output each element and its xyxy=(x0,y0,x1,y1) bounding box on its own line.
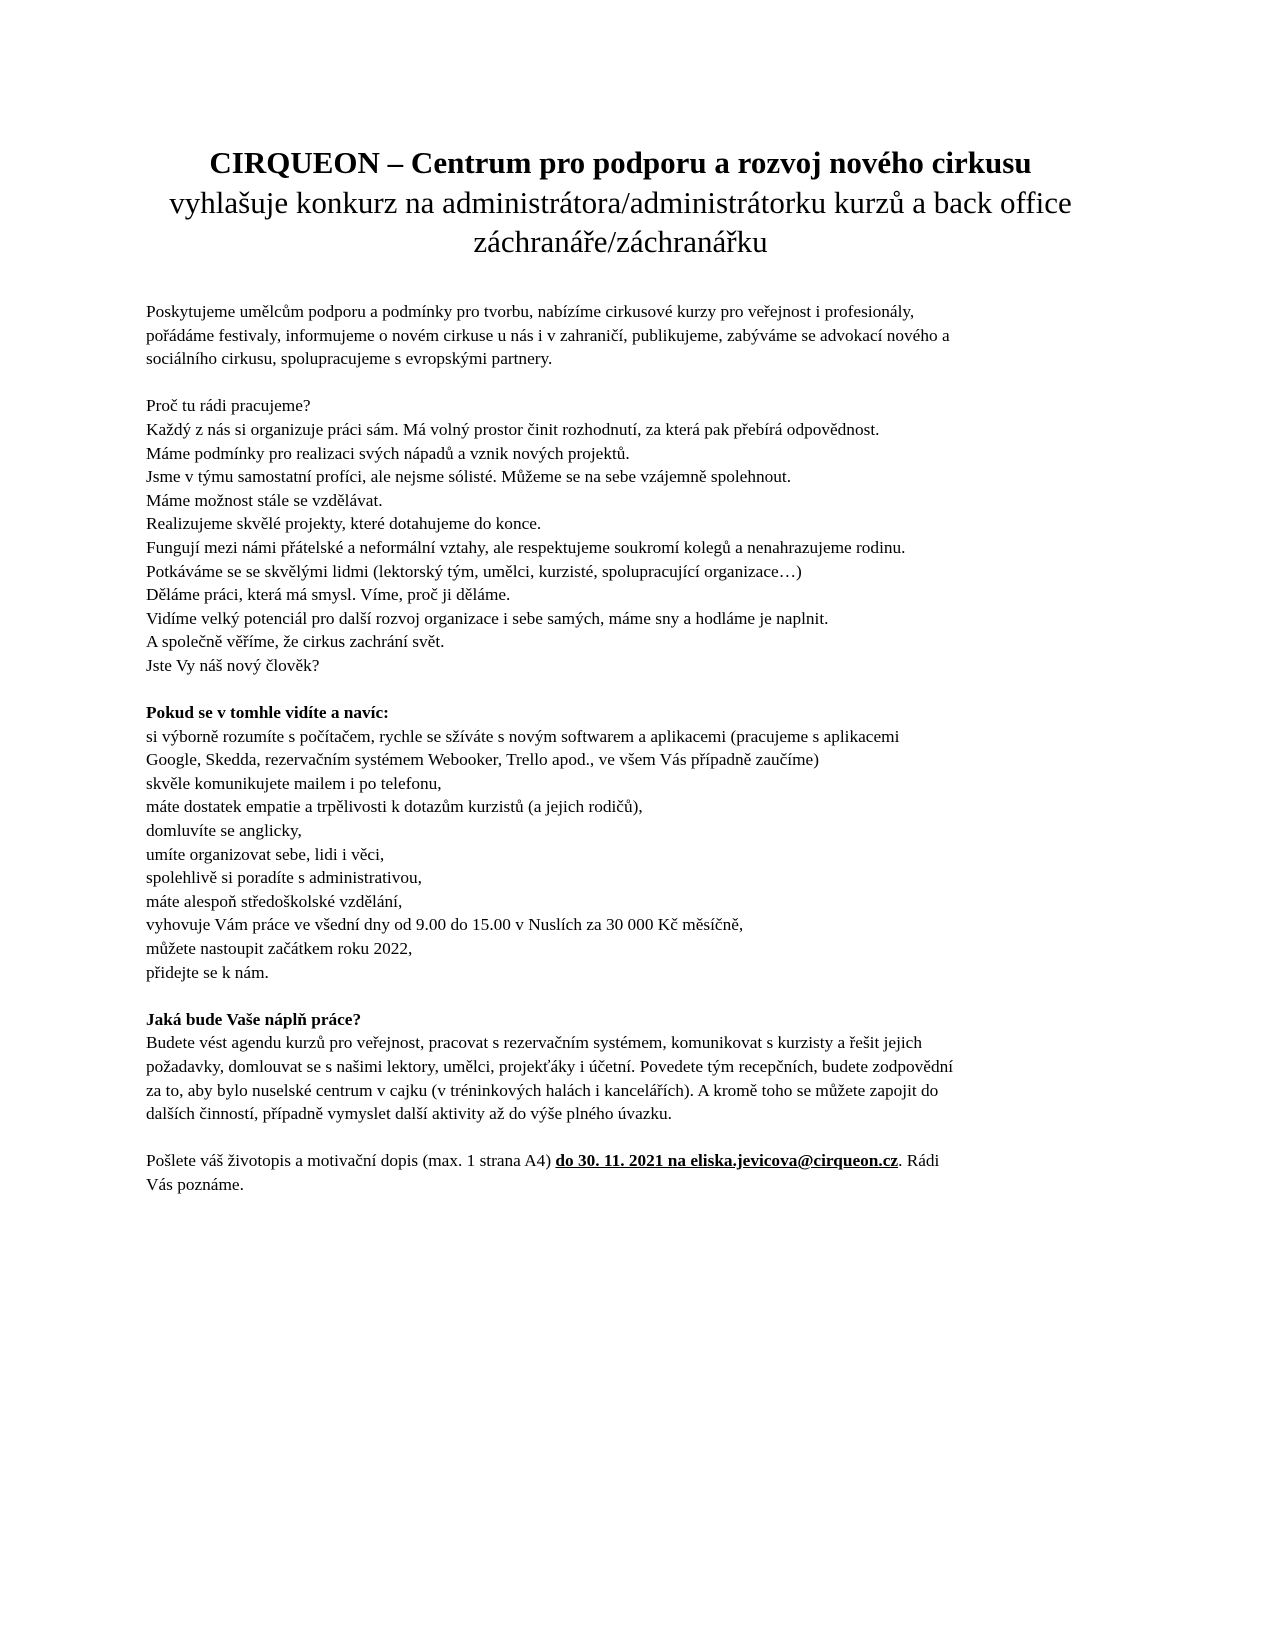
requirements-line: máte alespoň středoškolské vzdělání, xyxy=(146,891,403,911)
document-body xyxy=(146,300,1095,1197)
why-line: Vidíme velký potenciál pro další rozvoj organizace i sebe samých, máme sny a hodláme je naplnit. xyxy=(146,608,829,628)
requirements-line: si výborně rozumíte s počítačem, rychle se sžíváte s novým softwarem a aplikacemi (pracujeme s aplikacemi xyxy=(146,726,900,746)
cta-paragraph xyxy=(146,1149,1095,1196)
requirements-line: můžete nastoupit začátkem roku 2022, xyxy=(146,939,413,959)
page-subtitle-line-1: vyhlašuje konkurz na administrátora/administrátorku kurzů a back office xyxy=(169,185,1072,220)
why-line: Fungují mezi námi přátelské a neformální vztahy, ale respektujeme soukromí kolegů a nenahrazujeme rodinu. xyxy=(146,537,906,557)
requirements-line: přidejte se k nám. xyxy=(146,962,269,982)
why-line: Máme podmínky pro realizaci svých nápadů a vznik nových projektů. xyxy=(146,443,630,463)
requirements-line: skvěle komunikujete mailem i po telefonu, xyxy=(146,773,442,793)
duties-line: za to, aby bylo nuselské centrum v cajku (v tréninkových halách i kancelářích). A kromě toho se můžete zapojit do xyxy=(146,1080,939,1100)
why-line: Potkáváme se se skvělými lidmi (lektorský tým, umělci, kurzisté, spolupracující organizace…) xyxy=(146,561,802,581)
page-subtitle-line-2: záchranáře/záchranářku xyxy=(473,224,768,259)
why-line: Realizujeme skvělé projekty, které dotahujeme do konce. xyxy=(146,514,542,534)
duties-line: dalších činností, případně vymyslet další aktivity až do výše plného úvazku. xyxy=(146,1104,673,1124)
why-line: Děláme práci, která má smysl. Víme, proč ji děláme. xyxy=(146,585,511,605)
duties-line: požadavky, domlouvat se s našimi lektory, umělci, projekťáky i účetní. Povedete tým recepčních, budete zodpovědní xyxy=(146,1057,954,1076)
requirements-line: domluvíte se anglicky, xyxy=(146,821,302,841)
why-line: A společně věříme, že cirkus zachrání svět. xyxy=(146,632,445,652)
intro-line: pořádáme festivaly, informujeme o novém cirkuse u nás i v zahraničí, publikujeme, zabýváme se advokací nového a xyxy=(146,325,950,345)
page-title: CIRQUEON – Centrum pro podporu a rozvoj nového cirkusu xyxy=(209,145,1032,180)
duties-line: Budete vést agendu kurzů pro veřejnost, pracovat s rezervačním systémem, komunikovat s kurzisty a řešit jejich xyxy=(146,1033,922,1053)
requirements-line: máte dostatek empatie a trpělivosti k dotazům kurzistů (a jejich rodičů), xyxy=(146,797,643,817)
intro-paragraph xyxy=(146,300,1095,371)
requirements-line: spolehlivě si poradíte s administrativou, xyxy=(146,868,422,888)
cta-line-1 xyxy=(146,1149,1095,1173)
why-heading: Proč tu rádi pracujeme? xyxy=(146,396,311,416)
why-line: Máme možnost stále se vzdělávat. xyxy=(146,490,383,510)
why-line: Jste Vy náš nový člověk? xyxy=(146,655,320,675)
why-line: Každý z nás si organizuje práci sám. Má volný prostor činit rozhodnutí, za která pak přebírá odpovědnost. xyxy=(146,419,880,439)
deadline-email-link[interactable]: do 30. 11. 2021 na eliska.jevicova@cirqueon.cz xyxy=(555,1151,899,1171)
cta-text-after: . Rádi xyxy=(898,1151,940,1171)
cta-text-before: Pošlete váš životopis a motivační dopis (max. 1 strana A4) xyxy=(146,1151,556,1171)
intro-line: sociálního cirkusu, spolupracujeme s evropskými partnery. xyxy=(146,349,553,369)
requirements-line: vyhovuje Vám práce ve všední dny od 9.00 do 15.00 v Nuslích za 30 000 Kč měsíčně, xyxy=(146,915,744,935)
requirements-section xyxy=(146,701,1095,984)
duties-section xyxy=(146,1008,1095,1126)
requirements-line: umíte organizovat sebe, lidi i věci, xyxy=(146,844,385,864)
intro-line: Poskytujeme umělcům podporu a podmínky pro tvorbu, nabízíme cirkusové kurzy pro veřejnost i profesionály, xyxy=(146,302,915,321)
duties-heading: Jaká bude Vaše náplň práce? xyxy=(146,1009,362,1029)
why-line: Jsme v týmu samostatní profíci, ale nejsme sólisté. Můžeme se na sebe vzájemně spolehnout. xyxy=(146,467,792,487)
requirements-heading: Pokud se v tomhle vidíte a navíc: xyxy=(146,703,389,723)
cta-line-2: Vás poznáme. xyxy=(146,1174,244,1194)
requirements-line: Google, Skedda, rezervačním systémem Webooker, Trello apod., ve všem Vás případně zaučíme) xyxy=(146,750,819,770)
why-section xyxy=(146,394,1095,677)
